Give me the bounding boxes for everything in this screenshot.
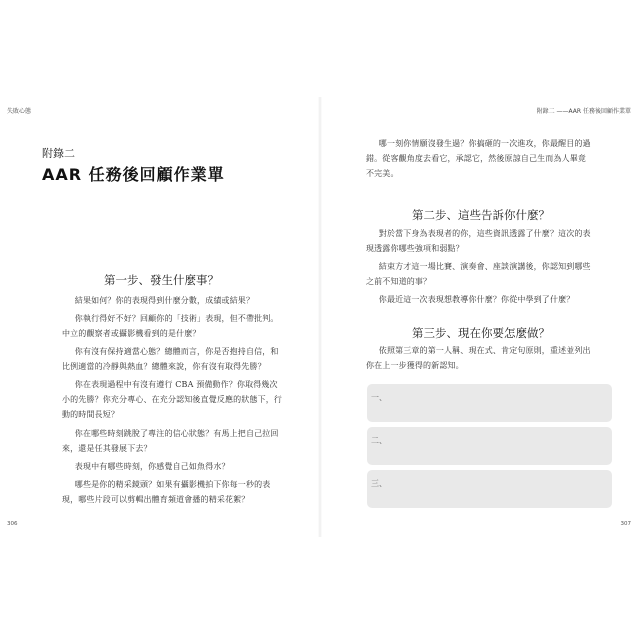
paragraph: 你有沒有保持適當心態？總體而言，你是否抱持自信，和比例適當的冷靜與熱血？總體來說，你有沒有取得先勝？ xyxy=(62,347,279,371)
page-number-right: 307 xyxy=(620,521,631,527)
paragraph: 哪些是你的精采鏡頭？如果有攝影機拍下你每一秒的表現，哪些片段可以剪輯出體育頻道會播的精采花絮？ xyxy=(62,480,271,504)
section-heading-step1: 第一步、發生什麼事？ xyxy=(104,273,219,287)
answer-box-2[interactable] xyxy=(367,427,612,465)
answer-box-1[interactable] xyxy=(367,384,612,422)
running-head-left: 失敗心態 xyxy=(7,108,32,115)
paragraph: 哪一刻你情願沒發生過？你搞砸的一次進攻，你最醒目的過錯。從客觀角度去看它，承認它，然後原諒自己生而為人畢竟不完美。 xyxy=(366,139,591,178)
paragraph: 你在表現過程中有沒有遵行 CBA 預備動作？你取得幾次小的先勝？你充分專心、在充分認知後直覺反應的狀態下，行動的時間長短？ xyxy=(62,380,283,419)
paragraph: 你在哪些時刻跳脫了專注的信心狀態？有馬上把自己拉回來，還是任其發展下去？ xyxy=(62,429,279,453)
page-title: AAR 任務後回顧作業單 xyxy=(42,165,225,184)
section-heading-step3: 第三步、現在你要怎麼做？ xyxy=(412,326,550,340)
page-number-left: 306 xyxy=(7,521,18,527)
paragraph: 表現中有哪些時刻，你感覺自己如魚得水？ xyxy=(74,462,230,471)
answer-box-label: 一、 xyxy=(371,393,387,402)
paragraph: 結果如何？你的表現得到什麼分數，成績或結果？ xyxy=(74,296,255,305)
answer-box-label: 二、 xyxy=(371,436,387,445)
answer-box-label: 三、 xyxy=(371,479,387,488)
appendix-label: 附錄二 xyxy=(42,147,75,160)
paragraph: 結束方才這一場比賽、演奏會、座談演講後，你認知到哪些之前不知道的事？ xyxy=(366,262,591,286)
paragraph: 你最近這一次表現想教導你什麼？你從中學到了什麼？ xyxy=(378,295,575,304)
section-heading-step2: 第二步、這些告訴你什麼？ xyxy=(412,208,550,222)
paragraph: 你執行得好不好？回顧你的「技術」表現，但不帶批判。中立的觀察者或攝影機看到的是什麼？ xyxy=(62,314,279,338)
left-page xyxy=(0,97,318,537)
right-page xyxy=(322,97,640,537)
answer-box-3[interactable] xyxy=(367,470,612,508)
paragraph: 對於當下身為表現者的你，這些資訊透露了什麼？這次的表現透露你哪些強項和弱點？ xyxy=(366,229,591,253)
paragraph: 依照第三章的第一人稱、現在式、肯定句原則，重述並列出你在上一步獲得的新認知。 xyxy=(366,346,591,370)
running-head-right: 附錄二 ——AAR 任務後回顧作業單 xyxy=(536,108,631,115)
